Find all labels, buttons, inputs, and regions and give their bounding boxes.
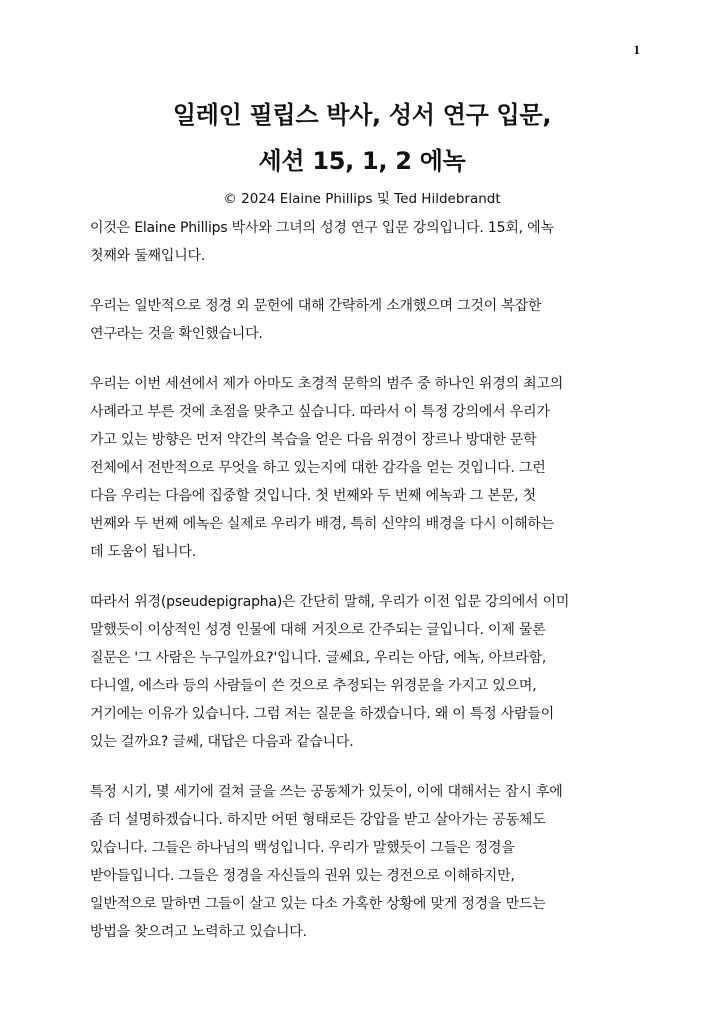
text-line: 질문은 '그 사람은 누구일까요?'입니다. 글쎄요, 우리는 아담, 에녹, 아브라함, [90, 650, 547, 666]
text-line: 이것은 Elaine Phillips 박사와 그녀의 성경 연구 입문 강의입니다. 15회, 에녹 [90, 220, 554, 236]
text-line: 사례라고 부른 것에 초점을 맞추고 싶습니다. 따라서 이 특정 강의에서 우리가 [90, 404, 550, 420]
text-line: 있습니다. 그들은 하나님의 백성입니다. 우리가 말했듯이 그들은 정경을 [90, 840, 515, 856]
text-line: 우리는 일반적으로 정경 외 문헌에 대해 간략하게 소개했으며 그것이 복잡한 [90, 298, 542, 314]
document-body [90, 214, 650, 968]
text-line: 다니엘, 에스라 등의 사람들이 쓴 것으로 추정되는 위경문을 가지고 있으며, [90, 678, 537, 694]
document-title-line-2: 세션 15, 1, 2 에녹 [258, 147, 466, 175]
text-line: 번째와 두 번째 에녹은 실제로 우리가 배경, 특히 신약의 배경을 다시 이해하는 [90, 516, 555, 532]
title-block [0, 92, 724, 210]
text-line: 가고 있는 방향은 먼저 약간의 복습을 얻은 다음 위경이 장르나 방대한 문학 [90, 432, 537, 448]
text-line: 거기에는 이유가 있습니다. 그럼 저는 질문을 하겠습니다. 왜 이 특정 사람들이 [90, 706, 555, 722]
document-title-line-1: 일레인 필립스 박사, 성서 연구 입문, [172, 101, 552, 129]
page-number: 1 [633, 42, 640, 57]
text-line: 따라서 위경(pseudepigrapha)은 간단히 말해, 우리가 이전 입문 강의에서 이미 [90, 594, 570, 610]
text-line: 일반적으로 말하면 그들이 살고 있는 다소 가혹한 상황에 맞게 정경을 만드는 [90, 896, 546, 912]
paragraph [90, 778, 650, 946]
paragraph [90, 588, 650, 756]
text-line: 받아들입니다. 그들은 정경을 자신들의 권위 있는 경전으로 이해하지만, [90, 868, 515, 884]
text-line: 전체에서 전반적으로 무엇을 하고 있는지에 대한 감각을 얻는 것입니다. 그런 [90, 460, 546, 476]
text-line: 특정 시기, 몇 세기에 걸쳐 글을 쓰는 공동체가 있듯이, 이에 대해서는 잠시 후에 [90, 784, 563, 800]
text-line: 데 도움이 됩니다. [90, 544, 197, 560]
text-line: 연구라는 것을 확인했습니다. [90, 326, 263, 342]
text-line: 우리는 이번 세션에서 제가 아마도 초경적 문학의 범주 중 하나인 위경의 최고의 [90, 376, 564, 392]
text-line: 첫째와 둘째입니다. [90, 248, 206, 264]
paragraph [90, 292, 650, 348]
paragraph [90, 214, 650, 270]
text-line: 말했듯이 이상적인 성경 인물에 대해 거짓으로 간주되는 글입니다. 이제 물론 [90, 622, 546, 638]
text-line: 방법을 찾으려고 노력하고 있습니다. [90, 924, 307, 940]
copyright-notice: © 2024 Elaine Phillips 및 Ted Hildebrandt [223, 191, 501, 207]
text-line: 좀 더 설명하겠습니다. 하지만 어떤 형태로든 강압을 받고 살아가는 공동체도 [90, 812, 546, 828]
paragraph [90, 370, 650, 566]
text-line: 있는 걸까요? 글쎄, 대답은 다음과 같습니다. [90, 734, 354, 750]
text-line: 다음 우리는 다음에 집중할 것입니다. 첫 번째와 두 번째 에녹과 그 본문, 첫 [90, 488, 536, 504]
